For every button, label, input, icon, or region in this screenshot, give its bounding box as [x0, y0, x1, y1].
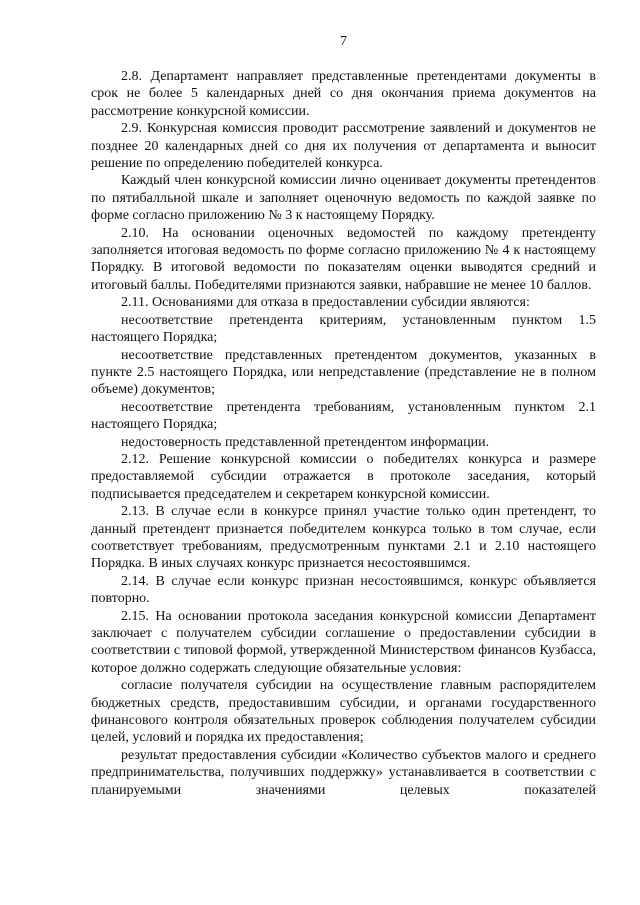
- list-item-requirements: несоответствие претендента требованиям, установленным пунктом 2.1 настоящего Порядка;: [91, 399, 596, 433]
- list-item-documents: несоответствие представленных претендентом документов, указанных в пункте 2.5 настоящего Порядка, или непредставление (представление не в полном объеме) документов;: [91, 347, 596, 398]
- paragraph-2-10: 2.10. На основании оценочных ведомостей по каждому претенденту заполняется итоговая ведомость по форме согласно приложению № 4 к настоящему Порядку. В итоговой ведомости по показателям оценки выводятся средний и итоговый баллы. Победителями признаются заявки, набравшие не менее 10 баллов.: [91, 225, 596, 293]
- page-number: 7: [340, 34, 347, 49]
- paragraph-2-11: 2.11. Основаниями для отказа в предоставлении субсидии являются:: [121, 295, 530, 311]
- paragraph-2-13: 2.13. В случае если в конкурсе принял участие только один претендент, то данный претендент признается победителем конкурса только в том случае, если соответствует требованиям, предусмотренным пунктами 2.1 и 2.10 настоящего Порядка. В иных случаях конкурс признается несостоявшимся.: [91, 504, 596, 572]
- list-item-criteria: несоответствие претендента критериям, установленным пунктом 1.5 настоящего Порядка;: [91, 312, 596, 346]
- paragraph-member-evaluation: Каждый член конкурсной комиссии лично оценивает документы претендентов по пятибалльной шкале и заполняет оценочную ведомость по каждой заявке по форме согласно приложению № 3 к настоящему Порядку.: [91, 173, 596, 224]
- paragraph-2-9: 2.9. Конкурсная комиссия проводит рассмотрение заявлений и документов не позднее 20 календарных дней со дня их получения от департамента и выносит решение по определению победителей конкурса.: [91, 121, 596, 172]
- list-item-consent: согласие получателя субсидии на осуществление главным распорядителем бюджетных средств, предоставившим субсидии, и органами государственного финансового контроля обязательных проверок соблюдения получателем субсидии целей, условий и порядка их предоставления;: [91, 678, 596, 746]
- paragraph-2-8: 2.8. Департамент направляет представленные претендентами документы в срок не более 5 календарных дней со дня окончания приема документов на рассмотрение конкурсной комиссии.: [91, 69, 596, 119]
- list-item-false-info: недостоверность представленной претендентом информации.: [121, 434, 490, 450]
- paragraph-2-15: 2.15. На основании протокола заседания конкурсной комиссии Департамент заключает с получателем субсидии соглашение о предоставлении субсидии в соответствии с типовой формой, утвержденной Министерством финансов Кузбасса, которое должно содержать следующие обязательные условия:: [91, 608, 596, 676]
- paragraph-2-14: 2.14. В случае если конкурс признан несостоявшимся, конкурс объявляется повторно.: [91, 573, 596, 607]
- list-item-result: результат предоставления субсидии «Количество субъектов малого и среднего предпринимательства, получивших поддержку» устанавливается в соответствии с планируемыми значениями целевых показателей: [91, 747, 596, 798]
- paragraph-2-12: 2.12. Решение конкурсной комиссии о победителях конкурса и размере предоставляемой субсидии отражается в протоколе заседания, который подписывается председателем и секретарем конкурсной комиссии.: [91, 451, 596, 502]
